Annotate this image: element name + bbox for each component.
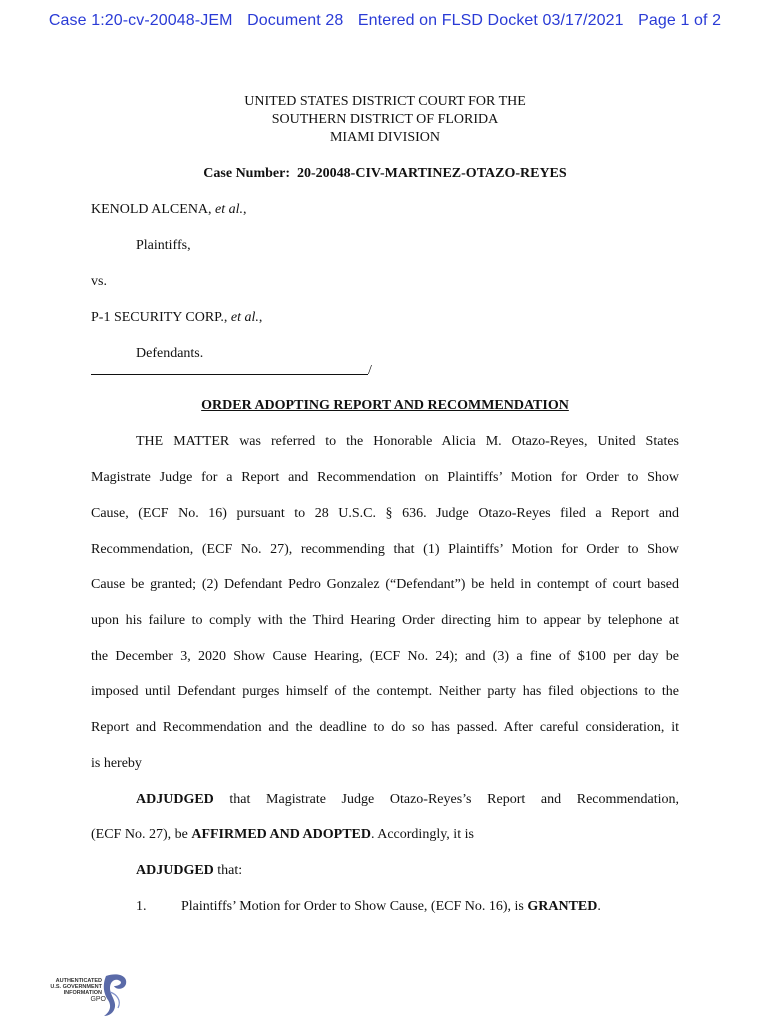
item-1-body: Plaintiffs’ Motion for Order to Show Cause, (ECF No. 16), is [181,899,528,914]
p3-affirmed: AFFIRMED AND ADOPTED [191,827,371,842]
docket-header [0,12,770,30]
defendant-etal: et al. [230,310,259,325]
case-number [0,166,770,182]
plaintiff-role: Plaintiffs, [136,238,191,253]
p1-line-5: Cause be granted; (2) Defendant Pedro Gonzalez (“Defendant”) be held in contempt of court based [91,577,679,592]
defendant-punct: , [258,310,263,325]
item-1-granted: GRANTED [527,899,598,914]
plaintiff-punct: , [243,202,247,217]
item-1-end: . [597,899,601,914]
seal-line-2: U.S. GOVERNMENT [50,984,102,990]
caption-slash: / [368,363,372,378]
item-1-number: 1. [136,899,147,914]
p1-line-7: the December 3, 2020 Show Cause Hearing, (ECF No. 24); and (3) a fine of $100 per day be [91,649,679,664]
p3-line [91,827,474,843]
plaintiff-etal: et al. [215,202,244,217]
p4-line [136,863,242,879]
docket-page: Page 1 of 2 [638,12,722,29]
defendant-line [91,310,262,326]
case-number-value: 20-20048-CIV-MARTINEZ-OTAZO-REYES [297,166,567,181]
eagle-icon [44,972,132,1018]
p1-line-8: imposed until Defendant purges himself of the contempt. Neither party has filed objections to the [91,684,679,699]
docket-entered: Entered on FLSD Docket 03/17/2021 [357,12,624,29]
p1-line-3: Cause, (ECF No. 16) pursuant to 28 U.S.C. § 636. Judge Otazo-Reyes filed a Report and [91,506,679,521]
order-title: ORDER ADOPTING REPORT AND RECOMMENDATION [201,398,569,413]
p1-line-10: is hereby [91,756,142,771]
plaintiff-line [91,202,247,218]
item-1-text [181,899,601,915]
court-line-2: SOUTHERN DISTRICT OF FLORIDA [271,112,499,127]
p1-line-6: upon his failure to comply with the Third Hearing Order directing him to appear by telephone at [91,613,679,628]
p1-line-4: Recommendation, (ECF No. 27), recommending that (1) Plaintiffs’ Motion for Order to Show [91,542,679,557]
seal-line-4: GPO [90,996,106,1003]
case-number-label: Case Number: [203,166,291,181]
seal-line-1: AUTHENTICATED [55,978,102,984]
p2-adjudged: ADJUDGED [136,792,214,807]
p2-line-1 [136,792,679,808]
defendant-role: Defendants. [136,346,204,361]
p1-line-1: THE MATTER was referred to the Honorable Alicia M. Otazo-Reyes, United States [136,434,679,449]
plaintiff-name: KENOLD ALCENA, [91,202,212,217]
p3-pre: (ECF No. 27), be [91,827,192,842]
p4-rest: that: [213,863,243,878]
versus: vs. [91,274,107,289]
court-line-1: UNITED STATES DISTRICT COURT FOR THE [244,94,526,109]
p3-post: . Accordingly, it is [371,827,474,842]
defendant-name: P-1 SECURITY CORP., [91,310,228,325]
p1-line-9: Report and Recommendation and the deadline to do so has passed. After careful consideration, it [91,720,679,735]
docket-case: Case 1:20-cv-20048-JEM [48,12,233,29]
gpo-authentication-seal [44,972,132,1018]
caption-rule [91,374,368,375]
seal-line-3: INFORMATION [63,990,102,996]
docket-document: Document 28 [247,12,344,29]
court-line-3: MIAMI DIVISION [329,130,441,145]
p4-adjudged: ADJUDGED [136,863,214,878]
p1-line-2: Magistrate Judge for a Report and Recommendation on Plaintiffs’ Motion for Order to Show [91,470,679,485]
p2-rest: that Magistrate Judge Otazo-Reyes’s Report and Recommendation, [213,792,679,807]
